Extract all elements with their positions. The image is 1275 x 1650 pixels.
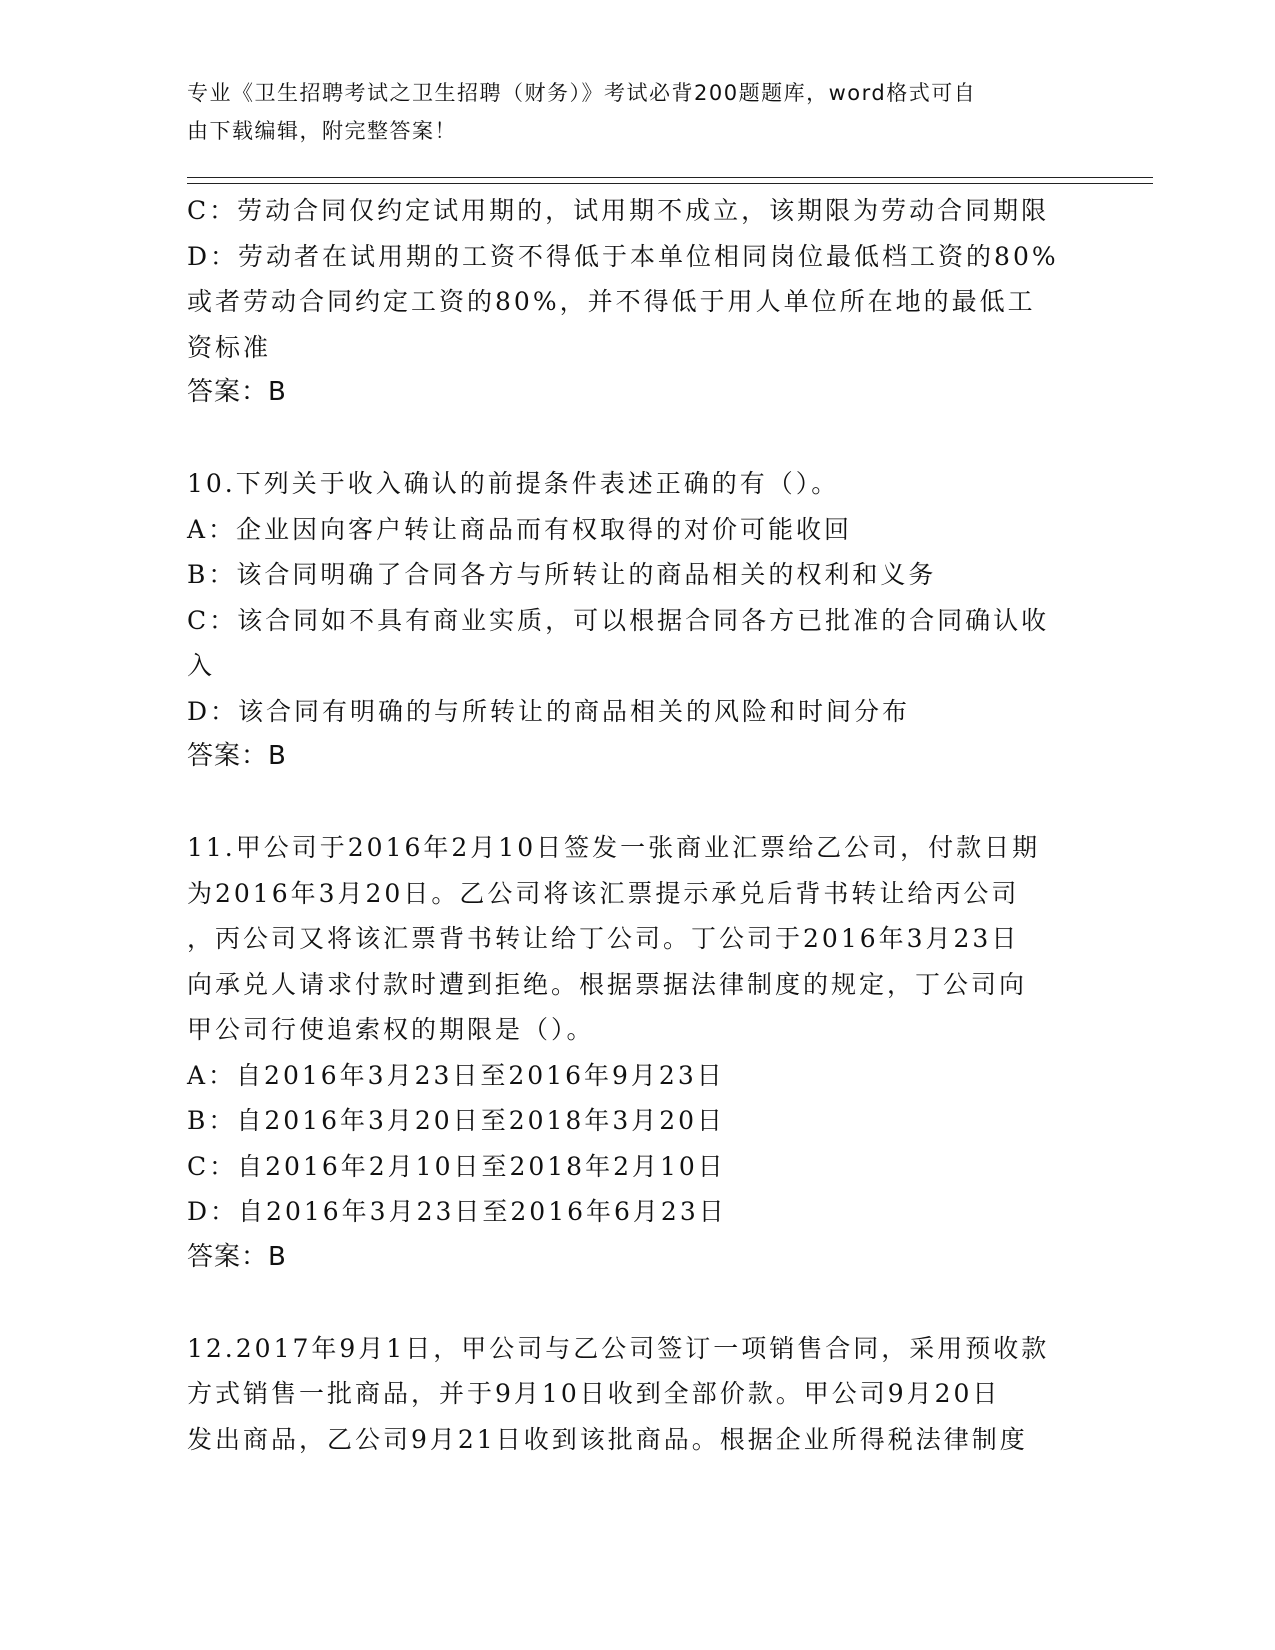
- option-a: A：企业因向客户转让商品而有权取得的对价可能收回: [187, 514, 853, 544]
- header-line-2: 由下载编辑，附完整答案！: [187, 119, 457, 143]
- question-stem-line-2: 为2016年3月20日。乙公司将该汇票提示承兑后背书转让给丙公司: [187, 878, 1020, 908]
- option-d-line-3: 资标准: [187, 332, 272, 362]
- option-a: A：自2016年3月23日至2016年9月23日: [187, 1060, 725, 1090]
- answer: 答案：B: [187, 377, 287, 407]
- option-c-line-1: C：该合同如不具有商业实质，可以根据合同各方已批准的合同确认收: [187, 605, 1050, 635]
- answer: 答案：B: [187, 741, 287, 771]
- question-stem-line-1: 12.2017年9月1日，甲公司与乙公司签订一项销售合同，采用预收款: [187, 1333, 1050, 1363]
- option-d-line-2: 或者劳动合同约定工资的80%，并不得低于用人单位所在地的最低工: [187, 287, 1036, 316]
- question-stem-line-3: 发出商品，乙公司9月21日收到该批商品。根据企业所得税法律制度: [187, 1424, 1028, 1454]
- question-11: [187, 825, 1087, 1280]
- header-divider-bottom: [187, 183, 1153, 184]
- question-stem-line-3: ，丙公司又将该汇票背书转让给丁公司。丁公司于2016年3月23日: [187, 924, 1020, 953]
- option-c-line-2: 入: [187, 651, 216, 680]
- option-b: B：自2016年3月20日至2018年3月20日: [187, 1106, 726, 1135]
- spacer: [187, 1280, 1087, 1326]
- header-line-1: 专业《卫生招聘考试之卫生招聘（财务）》考试必背200题题库，word格式可自: [187, 81, 977, 105]
- option-d: D：该合同有明确的与所转让的商品相关的风险和时间分布: [187, 696, 911, 726]
- answer: 答案：B: [187, 1241, 287, 1272]
- option-d-line-1: D：劳动者在试用期的工资不得低于本单位相同岗位最低档工资的80%: [187, 241, 1059, 271]
- question-9: [187, 188, 1087, 416]
- header-divider-top: [187, 177, 1153, 178]
- question-10: [187, 461, 1087, 780]
- question-stem-line-5: 甲公司行使追索权的期限是（）。: [187, 1015, 595, 1044]
- question-stem: 10.下列关于收入确认的前提条件表述正确的有（）。: [187, 469, 840, 498]
- spacer: [187, 416, 1087, 462]
- question-stem-line-1: 11.甲公司于2016年2月10日签发一张商业汇票给乙公司，付款日期: [187, 833, 1041, 862]
- question-12: [187, 1326, 1087, 1463]
- document-body: [187, 188, 1087, 1462]
- document-header: [187, 74, 1077, 150]
- question-stem-line-4: 向承兑人请求付款时遭到拒绝。根据票据法律制度的规定，丁公司向: [187, 969, 1028, 999]
- option-c: C：自2016年2月10日至2018年2月10日: [187, 1151, 726, 1181]
- option-c: C：劳动合同仅约定试用期的，试用期不成立，该期限为劳动合同期限: [187, 196, 1050, 225]
- spacer: [187, 780, 1087, 826]
- option-b: B：该合同明确了合同各方与所转让的商品相关的权利和义务: [187, 560, 937, 589]
- question-stem-line-2: 方式销售一批商品，并于9月10日收到全部价款。甲公司9月20日: [187, 1379, 1001, 1408]
- option-d: D：自2016年3月23日至2016年6月23日: [187, 1197, 727, 1226]
